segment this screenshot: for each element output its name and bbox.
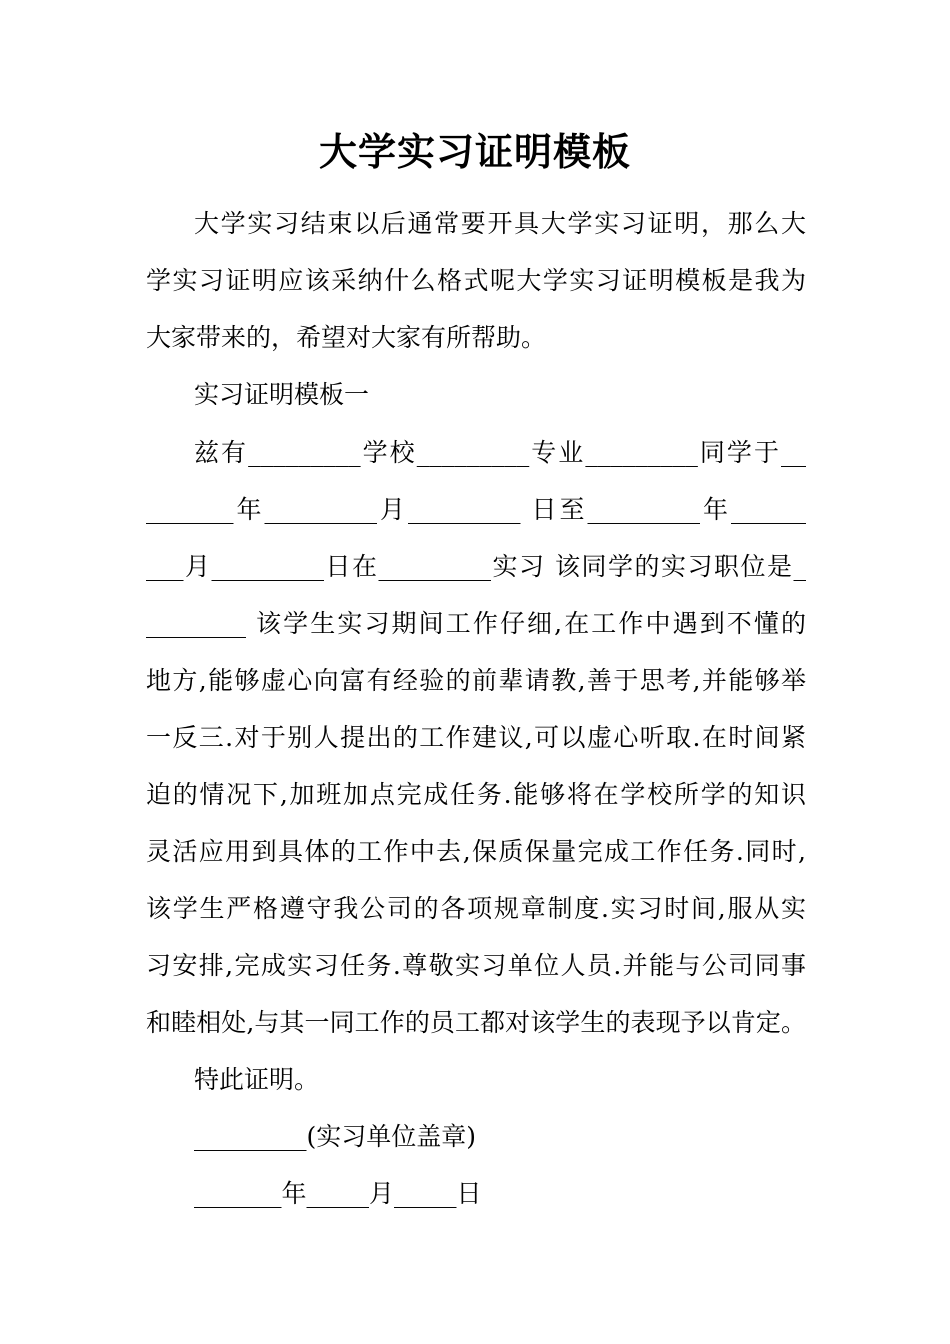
- intro-line: 学实习证明应该采纳什么格式呢大学实习证明模板是我为: [146, 266, 806, 295]
- body-line: 地方,能够虚心向富有经验的前辈请教,善于思考,并能够举: [146, 666, 806, 695]
- body-line: 兹有_________学校_________专业_________同学于__: [194, 438, 806, 467]
- body-line: 迫的情况下,加班加点完成任务.能够将在学校所学的知识: [146, 780, 806, 809]
- body-line: 习安排,完成实习任务.尊敬实习单位人员.并能与公司同事: [146, 951, 806, 980]
- date-line: _______年_____月_____日: [194, 1179, 482, 1208]
- body-line: ________ 该学生实习期间工作仔细,在工作中遇到不懂的: [146, 609, 806, 638]
- intro-line: 大学实习结束以后通常要开具大学实习证明，那么大: [194, 209, 806, 238]
- closing-text: 特此证明。: [194, 1065, 320, 1094]
- intro-line: 大家带来的，希望对大家有所帮助。: [146, 323, 547, 352]
- body-line: 灵活应用到具体的工作中去,保质保量完成工作任务.同时,: [146, 837, 806, 866]
- document-title: 大学实习证明模板: [318, 129, 631, 174]
- body-line: 和睦相处,与其一同工作的员工都对该学生的表现予以肯定。: [146, 1008, 806, 1037]
- body-line: 一反三.对于别人提出的工作建议,可以虚心听取.在时间紧: [146, 723, 806, 752]
- body-line: 该学生严格遵守我公司的各项规章制度.实习时间,服从实: [146, 894, 806, 923]
- body-line: ___月_________日在_________实习 该同学的实习职位是_: [146, 552, 806, 581]
- section-heading: 实习证明模板一: [194, 380, 370, 409]
- seal-line: _________(实习单位盖章): [194, 1122, 477, 1151]
- body-line: _______年_________月_________ 日至_________年______: [146, 495, 806, 524]
